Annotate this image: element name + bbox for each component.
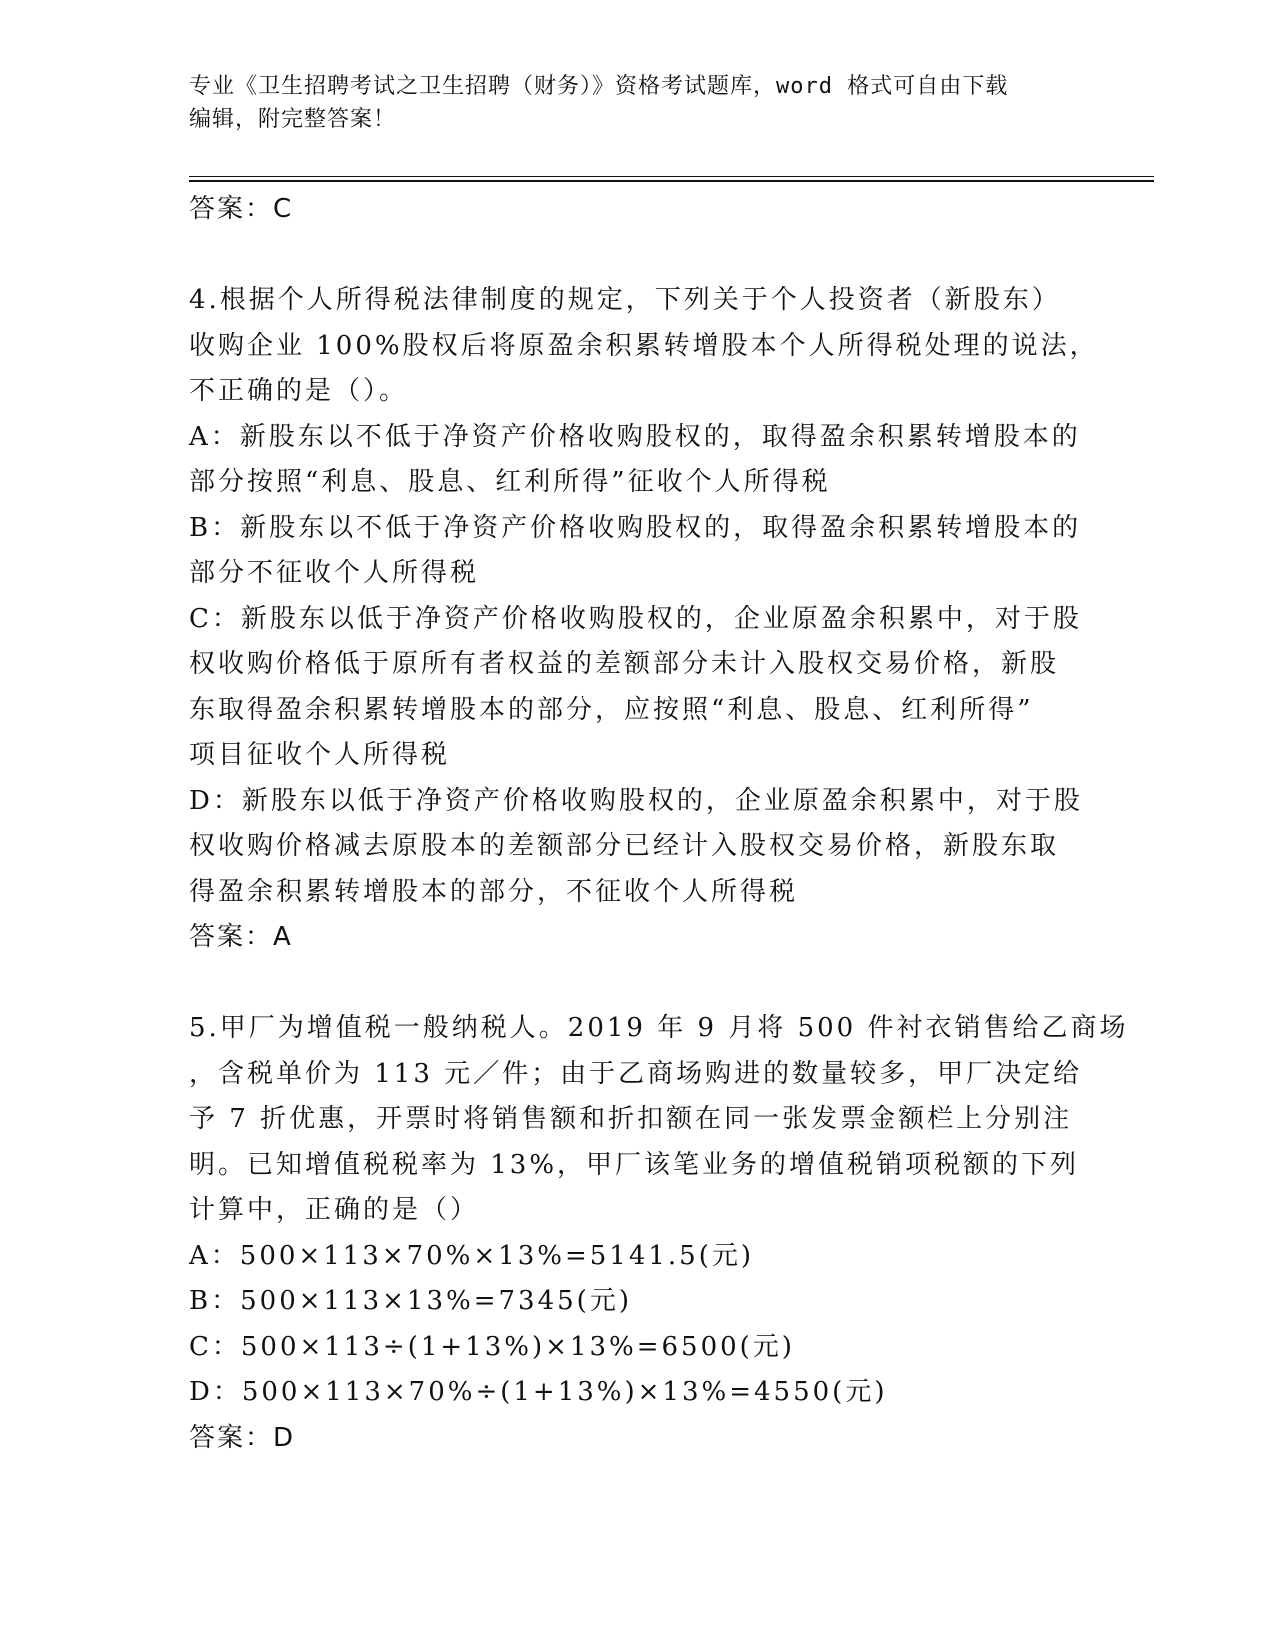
question-5-stem [189,1006,1129,1234]
option-line: 部分不征收个人所得税 [189,558,480,588]
question-5-option-a: A：500×113×70%×13%=5141.5(元) [189,1240,755,1271]
question-5 [189,1006,1129,1461]
question-4-stem [189,278,1099,415]
question-5-answer: 答案：D [189,1422,296,1453]
option-line: D：新股东以低于净资产价格收购股权的，企业原盈余积累中，对于股 [189,785,1083,816]
option-line: C：新股东以低于净资产价格收购股权的，企业原盈余积累中，对于股 [189,603,1082,634]
option-line: 权收购价格减去原股本的差额部分已经计入股权交易价格，新股东取 [189,831,1060,861]
stem-line: 5.甲厂为增值税一般纳税人。2019 年 9 月将 500 件衬衣销售给乙商场 [189,1013,1129,1043]
option-line: 权收购价格低于原所有者权益的差额部分未计入股权交易价格，新股 [189,649,1060,679]
stem-line: 4.根据个人所得税法律制度的规定，下列关于个人投资者（新股东） [189,285,1061,315]
option-line: 项目征收个人所得税 [189,740,451,770]
stem-line: 计算中，正确的是（） [189,1195,480,1225]
question-4-option-b [189,506,1082,597]
question-content [189,187,1129,1461]
stem-line: 明。已知增值税税率为 13%，甲厂该笔业务的增值税销项税额的下列 [189,1149,1080,1180]
header-divider-thick [189,180,1154,182]
question-4 [189,278,1099,961]
spacer [189,961,1079,1007]
question-4-answer: 答案：A [189,922,293,952]
stem-line: ，含税单价为 113 元／件；由于乙商场购进的数量较多，甲厂决定给 [189,1058,1083,1089]
question-4-option-c [189,597,1082,779]
spacer [189,233,1079,279]
stem-line: 收购企业 100%股权后将原盈余积累转增股本个人所得税处理的说法， [189,330,1099,361]
stem-line: 予 7 折优惠，开票时将销售额和折扣额在同一张发票金额栏上分别注 [189,1104,1073,1134]
question-4-option-d [189,779,1083,916]
question-5-option-c: C：500×113÷(1+13%)×13%=6500(元) [189,1331,795,1362]
option-line: 部分按照“利息、股息、红利所得”征收个人所得税 [189,467,831,497]
option-line: 得盈余积累转增股本的部分，不征收个人所得税 [189,876,799,907]
header-divider-thin [189,176,1154,177]
question-4-option-a [189,415,1079,506]
question-5-option-b: B：500×113×13%=7345(元) [189,1286,632,1316]
header-line-2: 编辑，附完整答案！ [189,107,397,132]
question-5-option-d: D：500×113×70%÷(1+13%)×13%=4550(元) [189,1377,888,1407]
option-line: 东取得盈余积累转增股本的部分，应按照“利息、股息、红利所得” [189,694,1034,725]
stem-line: 不正确的是（）。 [189,376,409,406]
option-line: B：新股东以不低于净资产价格收购股权的，取得盈余积累转增股本的 [189,512,1082,543]
previous-answer: 答案：C [189,194,294,224]
option-line: A：新股东以不低于净资产价格收购股权的，取得盈余积累转增股本的 [189,421,1081,452]
page-header [189,70,1069,136]
header-line-1: 专业《卫生招聘考试之卫生招聘（财务）》资格考试题库，word 格式可自由下载 [189,74,1009,99]
